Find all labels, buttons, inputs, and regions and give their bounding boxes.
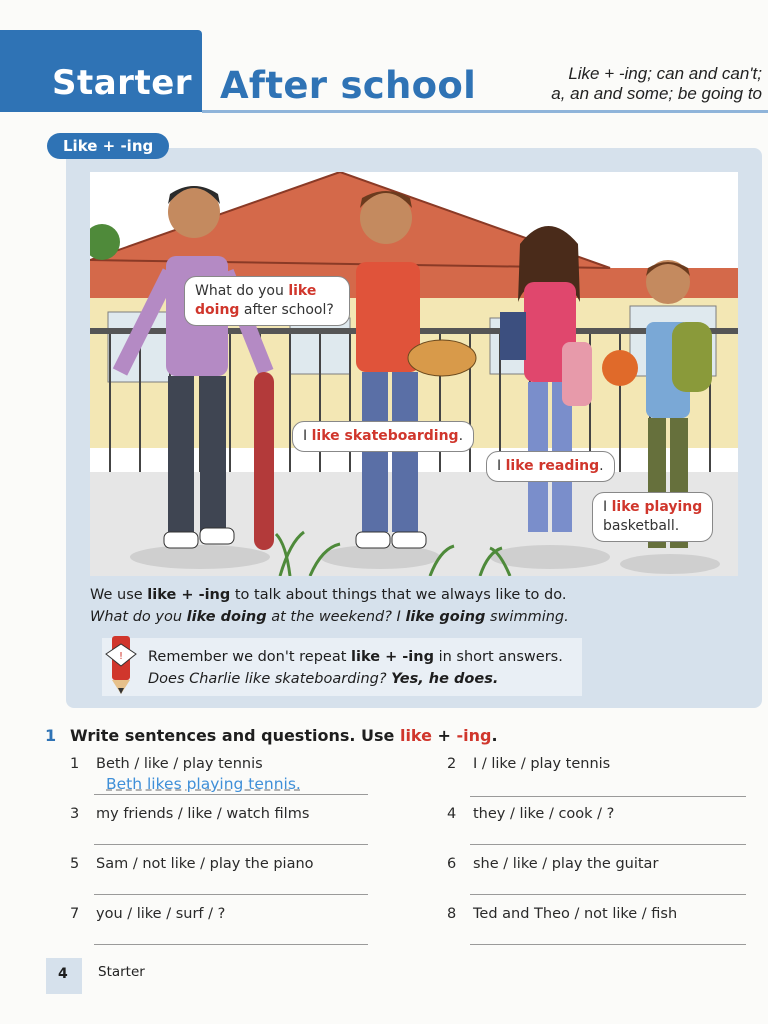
- exercise-item-1: [70, 756, 263, 772]
- footer-label: Starter: [98, 964, 145, 980]
- answer-line-2[interactable]: [470, 796, 746, 797]
- grammar-topics: [551, 64, 762, 104]
- bubble-highlight: like playing: [611, 499, 703, 515]
- explanation-line-1: [90, 584, 569, 606]
- exercise-item-4: [447, 806, 614, 822]
- pencil-mascot-icon: [104, 632, 138, 698]
- exercise-item-7: [70, 906, 225, 922]
- answer-line-7[interactable]: [94, 944, 368, 945]
- item-prompt: I / like / play tennis: [473, 756, 611, 772]
- example-bold: like doing: [186, 609, 267, 625]
- header-rule: [202, 110, 768, 113]
- note-bold: like + -ing: [351, 649, 434, 665]
- item-number: 1: [70, 756, 80, 772]
- instruction-text: .: [491, 726, 498, 745]
- note-text: Does Charlie like skateboarding?: [148, 671, 392, 687]
- page-number: 4: [58, 966, 68, 982]
- item-prompt: Sam / not like / play the piano: [96, 856, 314, 872]
- bubble-text: I: [303, 428, 312, 444]
- grammar-topics-line-2: a, an and some; be going to: [551, 84, 762, 103]
- item-prompt: you / like / surf / ?: [96, 906, 226, 922]
- bubble-highlight: like: [288, 283, 317, 299]
- answer-line-8[interactable]: [470, 944, 746, 945]
- exercise-item-8: [447, 906, 677, 922]
- example-bold: like going: [405, 609, 486, 625]
- exercise-item-5: [70, 856, 314, 872]
- answer-line-3[interactable]: [94, 844, 368, 845]
- answer-line-4[interactable]: [470, 844, 746, 845]
- example-answer: Beth likes playing tennis.: [106, 775, 301, 793]
- item-number: 8: [447, 906, 457, 922]
- note-line-1: [148, 646, 563, 668]
- bubble-text: .: [599, 458, 604, 474]
- instruction-text: +: [431, 726, 457, 745]
- bubble-text: I: [603, 499, 612, 515]
- exercise-item-2: [447, 756, 610, 772]
- item-number: 7: [70, 906, 80, 922]
- item-number: 3: [70, 806, 80, 822]
- answer-line-1[interactable]: [94, 794, 368, 795]
- page-title: After school: [220, 64, 477, 107]
- item-prompt: my friends / like / watch films: [96, 806, 310, 822]
- bubble-text: after school?: [239, 302, 334, 318]
- explanation-bold: like + -ing: [147, 587, 231, 603]
- item-number: 6: [447, 856, 457, 872]
- item-number: 5: [70, 856, 80, 872]
- grammar-explanation: [90, 584, 569, 628]
- note-text: in short answers.: [433, 649, 563, 665]
- starter-tab: [0, 30, 202, 112]
- explanation-example: [90, 606, 569, 628]
- answer-line-5[interactable]: [94, 894, 368, 895]
- item-number: 2: [447, 756, 457, 772]
- section-pill: Like + -ing: [47, 133, 169, 159]
- item-prompt: Ted and Theo / not like / fish: [473, 906, 678, 922]
- exercise-instruction: [70, 726, 498, 745]
- item-prompt: she / like / play the guitar: [473, 856, 659, 872]
- note-text: Remember we don't repeat: [148, 649, 352, 665]
- speech-bubble-question: [184, 276, 350, 326]
- note-line-2: [148, 668, 563, 690]
- starter-label: Starter: [52, 63, 193, 103]
- example-text: What do you: [90, 609, 187, 625]
- answer-line-6[interactable]: [470, 894, 746, 895]
- instruction-text: Write sentences and questions. Use: [70, 726, 400, 745]
- svg-text:!: !: [118, 651, 124, 662]
- bubble-highlight: like reading: [505, 458, 600, 474]
- instruction-highlight: like: [399, 726, 432, 745]
- bubble-text: basketball.: [603, 518, 680, 534]
- example-text: swimming.: [485, 609, 569, 625]
- exercise-item-3: [70, 806, 309, 822]
- explanation-text: to talk about things that we always like to do.: [230, 587, 567, 603]
- item-prompt: they / like / cook / ?: [473, 806, 615, 822]
- item-prompt: Beth / like / play tennis: [96, 756, 263, 772]
- note-bold: Yes, he does.: [391, 671, 499, 687]
- exercise-item-6: [447, 856, 658, 872]
- explanation-text: We use: [90, 587, 148, 603]
- bubble-text: What do you: [195, 283, 289, 299]
- item-number: 4: [447, 806, 457, 822]
- remember-note-text: [148, 646, 563, 690]
- speech-bubble-reading: [486, 451, 615, 482]
- speech-bubble-skateboarding: [292, 421, 474, 452]
- bubble-text: .: [458, 428, 464, 444]
- bubble-highlight: doing: [195, 302, 240, 318]
- instruction-highlight: -ing: [456, 726, 492, 745]
- bubble-highlight: like skateboarding: [311, 428, 459, 444]
- speech-bubble-basketball: [592, 492, 713, 542]
- exercise-number: 1: [45, 726, 57, 745]
- grammar-topics-line-1: Like + -ing; can and can't;: [568, 64, 762, 83]
- bubble-text: I: [497, 458, 506, 474]
- example-text: at the weekend? I: [266, 609, 406, 625]
